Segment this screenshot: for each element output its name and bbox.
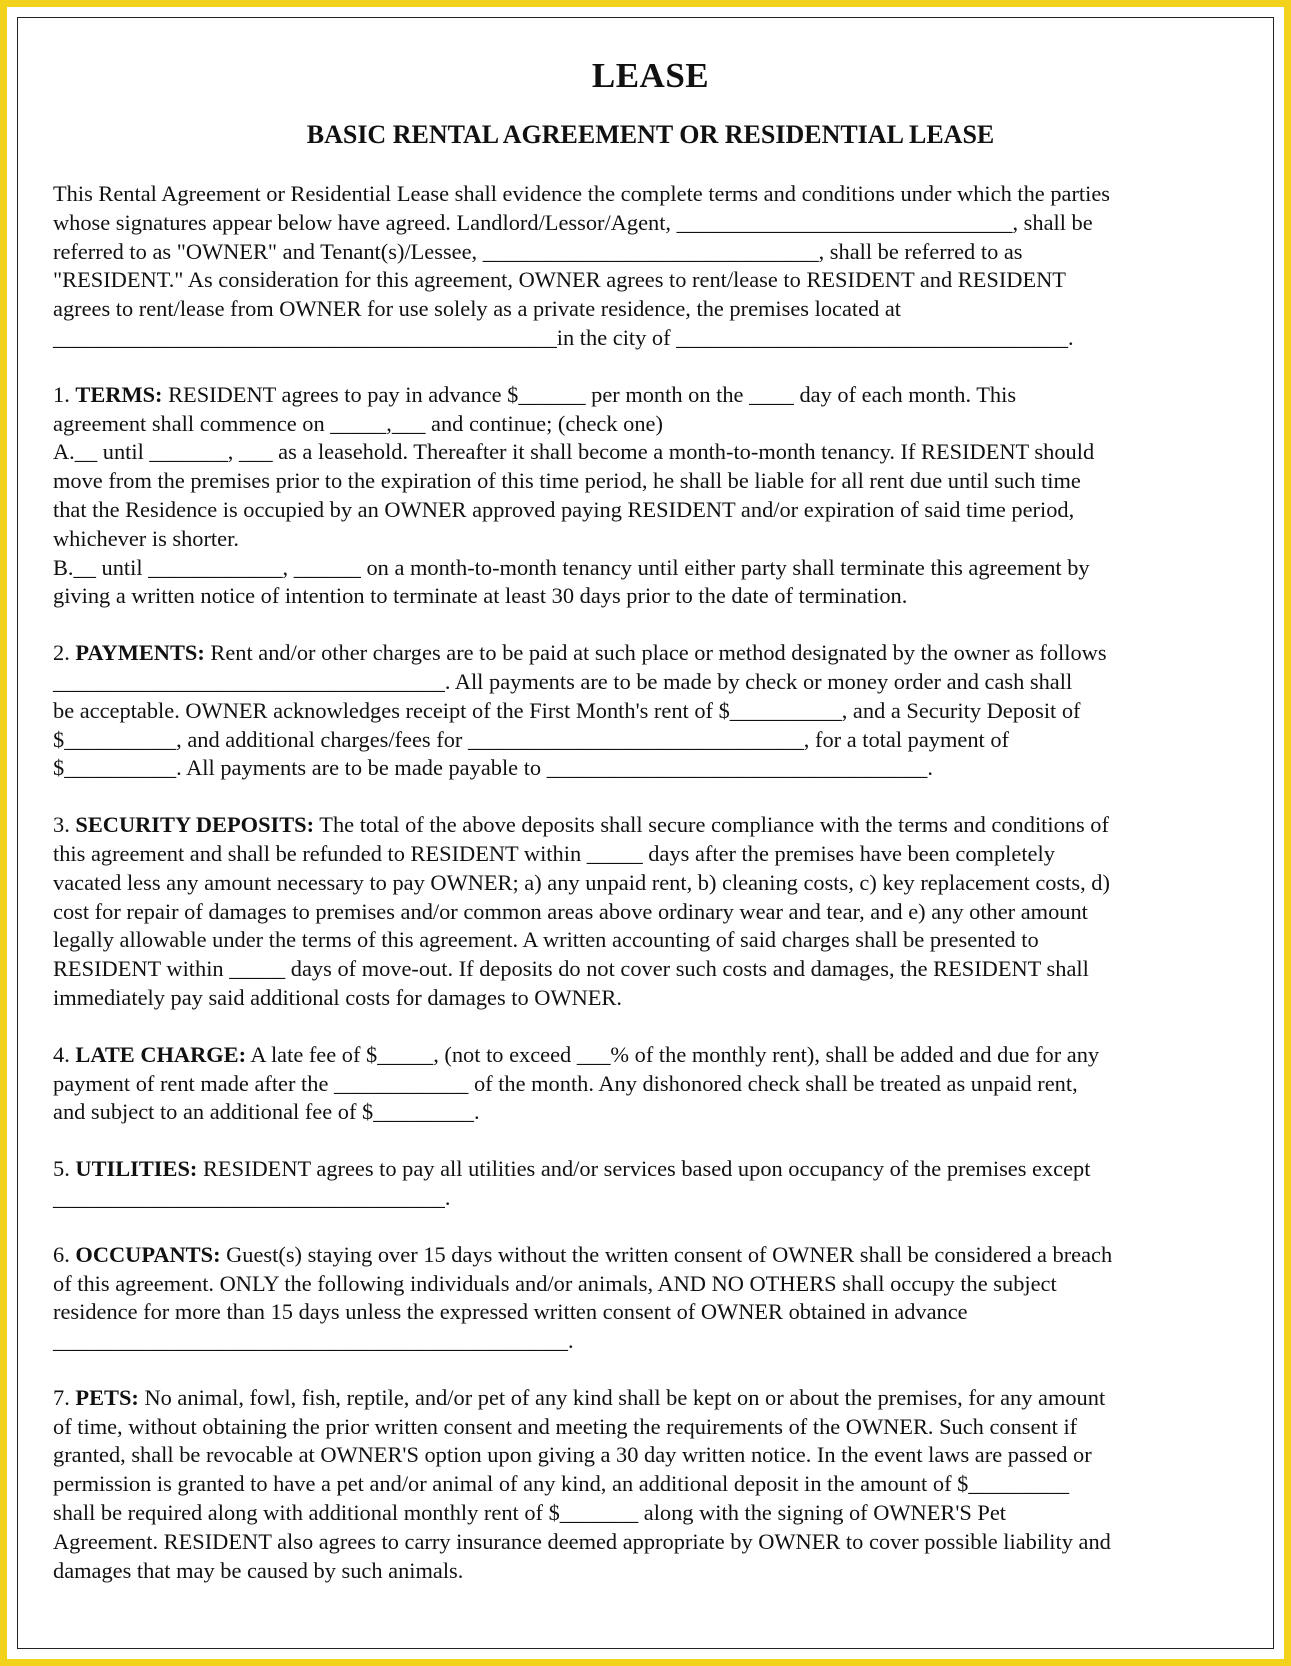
section-line: [53, 1241, 1248, 1270]
section-heading: LATE CHARGE:: [75, 1041, 247, 1067]
section-line: [53, 811, 1248, 840]
section-7: [53, 1384, 1248, 1586]
section-line: damages that may be caused by such animals.: [53, 1557, 464, 1583]
intro-line: agrees to rent/lease from OWNER for use solely as a private residence, the premises located at: [53, 296, 902, 322]
section-6: [53, 1241, 1248, 1356]
section-text: RESIDENT agrees to pay all utilities and/or services based upon occupancy of the premises except: [197, 1156, 1091, 1182]
section-line: whichever is shorter.: [53, 525, 239, 551]
section-line: $__________. All payments are to be made payable to __________________________________.: [53, 755, 933, 781]
section-line: A.__ until _______, ___ as a leasehold. Thereafter it shall become a month-to-month tenancy. If RESIDENT should: [53, 439, 1095, 465]
section-heading: PAYMENTS:: [75, 640, 205, 666]
section-line: cost for repair of damages to premises and/or common areas above ordinary wear and tear, and e) any other amount: [53, 898, 1088, 924]
section-line: be acceptable. OWNER acknowledges receipt of the First Month's rent of $__________, and a Security Deposit of: [53, 697, 1081, 723]
section-text: The total of the above deposits shall secure compliance with the terms and conditions of: [314, 812, 1109, 838]
section-line: and subject to an additional fee of $_________.: [53, 1099, 480, 1125]
section-4: [53, 1041, 1248, 1127]
section-line: agreement shall commence on _____,___ and continue; (check one): [53, 410, 663, 436]
section-number: 2.: [53, 640, 70, 666]
section-3: [53, 811, 1248, 1013]
section-heading: OCCUPANTS:: [75, 1241, 221, 1267]
intro-line: "RESIDENT." As consideration for this agreement, OWNER agrees to rent/lease to RESIDENT and RESIDENT: [53, 267, 1066, 293]
intro-line: This Rental Agreement or Residential Lease shall evidence the complete terms and conditions under which the parties: [53, 181, 1111, 206]
section-line: [53, 1384, 1248, 1413]
section-line: permission is granted to have a pet and/or animal of any kind, an additional deposit in the amount of $_________: [53, 1471, 1070, 1497]
section-number: 3.: [53, 812, 70, 838]
section-line: [53, 381, 1248, 410]
section-line: that the Residence is occupied by an OWNER approved paying RESIDENT and/or expiration of said time period,: [53, 496, 1075, 522]
section-number: 1.: [53, 381, 70, 407]
section-text: RESIDENT agrees to pay in advance $______ per month on the ____ day of each month. This: [162, 381, 1017, 407]
section-text: Guest(s) staying over 15 days without the written consent of OWNER shall be considered a breach: [220, 1241, 1113, 1267]
section-line: Agreement. RESIDENT also agrees to carry insurance deemed appropriate by OWNER to cover possible liability and: [53, 1528, 1111, 1554]
section-5: [53, 1155, 1248, 1213]
section-line: ___________________________________. All payments are to be made by check or money order and cash shall: [53, 668, 1073, 694]
section-line: legally allowable under the terms of this agreement. A written accounting of said charges shall be presented to: [53, 927, 1039, 953]
section-heading: SECURITY DEPOSITS:: [75, 812, 315, 838]
document-title: LEASE: [591, 56, 710, 95]
lease-sections: [53, 381, 1248, 1586]
lease-document: [53, 48, 1248, 1613]
section-line: move from the premises prior to the expiration of this time period, he shall be liable for all rent due until such time: [53, 468, 1081, 494]
section-line: this agreement and shall be refunded to RESIDENT within _____ days after the premises have been completely: [53, 840, 1055, 866]
section-line: granted, shall be revocable at OWNER'S option upon giving a 30 day written notice. In the event laws are passed or: [53, 1442, 1092, 1468]
section-text: A late fee of $_____, (not to exceed ___% of the monthly rent), shall be added and due for any: [246, 1041, 1100, 1067]
section-line: $__________, and additional charges/fees for ______________________________, for a total payment of: [53, 726, 1009, 752]
section-line: of time, without obtaining the prior written consent and meeting the requirements of the OWNER. Such consent if: [53, 1413, 1078, 1439]
section-text: No animal, fowl, fish, reptile, and/or pet of any kind shall be kept on or about the premises, for any amount: [138, 1384, 1106, 1410]
section-line: [53, 1041, 1248, 1070]
section-line: [53, 639, 1248, 668]
section-number: 4.: [53, 1041, 70, 1067]
section-line: ___________________________________.: [53, 1184, 451, 1210]
section-heading: UTILITIES:: [75, 1156, 198, 1182]
intro-line: whose signatures appear below have agreed. Landlord/Lessor/Agent, ______________________________, shall be: [53, 209, 1093, 235]
section-line: B.__ until ____________, ______ on a month-to-month tenancy until either party shall terminate this agreement by: [53, 554, 1090, 580]
section-line: residence for more than 15 days unless the expressed written consent of OWNER obtained in advance: [53, 1299, 968, 1325]
section-text: Rent and/or other charges are to be paid at such place or method designated by the owner as follows: [204, 640, 1107, 666]
section-1: [53, 381, 1248, 611]
section-line: [53, 1155, 1248, 1184]
intro-paragraph: [53, 180, 1248, 353]
section-line: vacated less any amount necessary to pay OWNER; a) any unpaid rent, b) cleaning costs, c) key replacement costs, d): [53, 869, 1110, 895]
section-line: payment of rent made after the ____________ of the month. Any dishonored check shall be treated as unpaid rent,: [53, 1070, 1078, 1096]
section-number: 7.: [53, 1384, 70, 1410]
section-line: shall be required along with additional monthly rent of $_______ along with the signing of OWNER'S Pet: [53, 1500, 1007, 1526]
intro-line: _____________________________________________in the city of ___________________________________.: [53, 324, 1074, 350]
section-line: of this agreement. ONLY the following individuals and/or animals, AND NO OTHERS shall occupy the subject: [53, 1270, 1057, 1296]
section-2: [53, 639, 1248, 783]
section-heading: PETS:: [75, 1384, 139, 1410]
section-line: ______________________________________________.: [53, 1328, 574, 1354]
intro-line: referred to as "OWNER" and Tenant(s)/Lessee, ______________________________, shall be referred to as: [53, 238, 1023, 264]
section-number: 6.: [53, 1241, 70, 1267]
section-line: RESIDENT within _____ days of move-out. If deposits do not cover such costs and damages, the RESIDENT shall: [53, 956, 1089, 982]
section-line: immediately pay said additional costs for damages to OWNER.: [53, 984, 622, 1010]
section-number: 5.: [53, 1156, 70, 1182]
section-heading: TERMS:: [75, 381, 163, 407]
section-line: giving a written notice of intention to terminate at least 30 days prior to the date of termination.: [53, 583, 908, 609]
document-subtitle: BASIC RENTAL AGREEMENT OR RESIDENTIAL LEASE: [306, 120, 995, 149]
